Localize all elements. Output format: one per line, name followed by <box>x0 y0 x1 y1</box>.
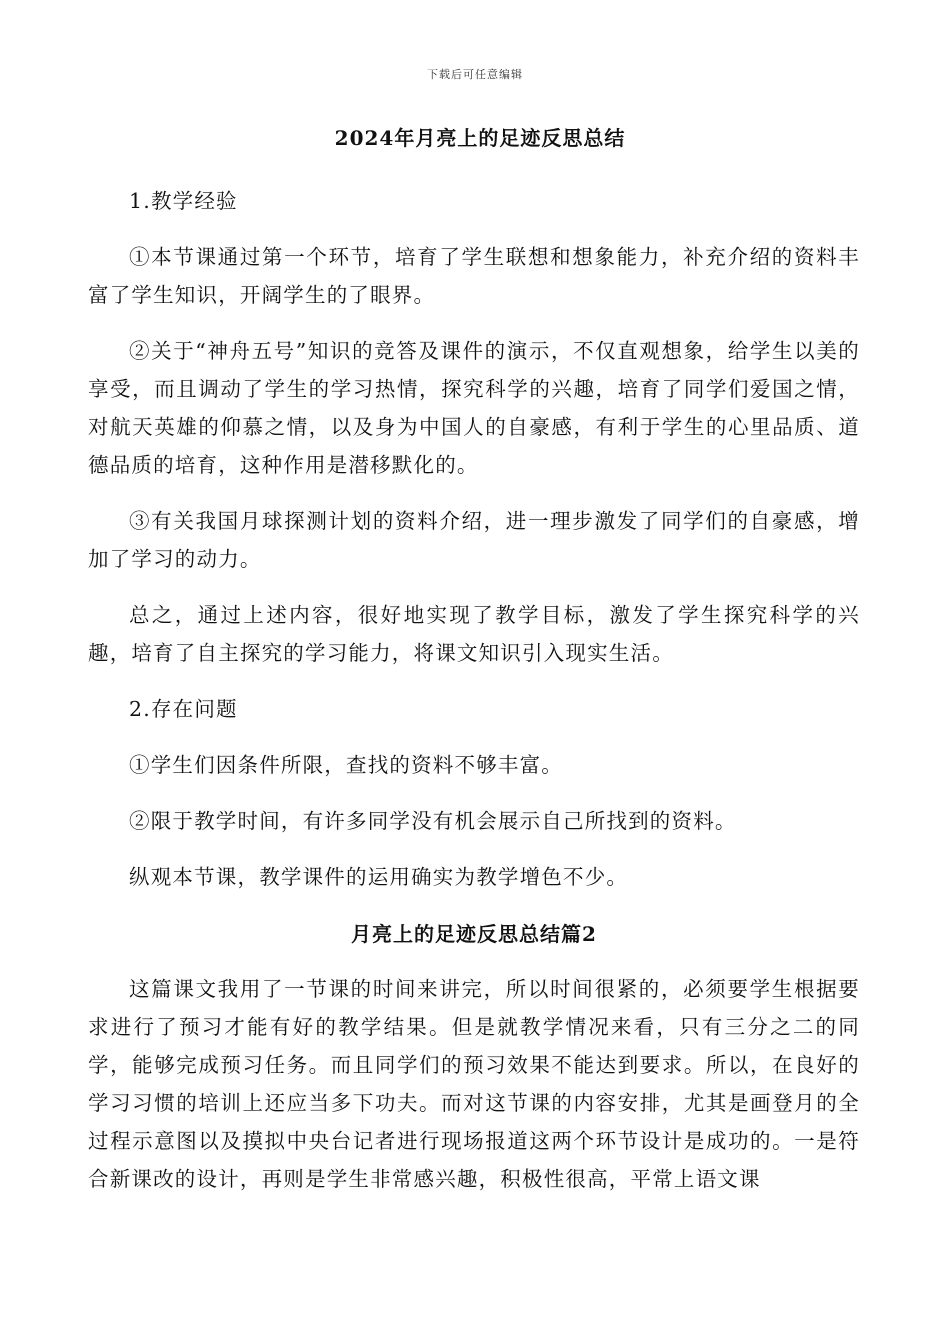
paragraph-summary: 总之，通过上述内容，很好地实现了教学目标，激发了学生探究科学的兴趣，培育了自主探究的学习能力，将课文知识引入现实生活。 <box>88 603 860 665</box>
document-body <box>88 118 860 1198</box>
paragraph-problem-2: ②限于教学时间，有许多同学没有机会展示自己所找到的资料。 <box>129 809 737 833</box>
paragraph-conclusion: 纵观本节课，教学课件的运用确实为教学增色不少。 <box>129 865 629 889</box>
header-note: 下载后可任意编辑 <box>427 68 523 81</box>
section-heading-experience: 1.教学经验 <box>129 189 238 213</box>
paragraph-point-2: ②关于“神舟五号”知识的竞答及课件的演示，不仅直观想象，给学生以美的享受，而且调动了学生的学习热情，探究科学的兴趣，培育了同学们爱国之情，对航天英雄的仰慕之情，以及身为中国人的自豪感，有利于学生的心里品质、道德品质的培育，这种作用是潜移默化的。 <box>88 339 860 477</box>
paragraph-problem-1: ①学生们因条件所限，查找的资料不够丰富。 <box>129 753 563 777</box>
paragraph-point-3: ③有关我国月球探测计划的资料介绍，进一理步激发了同学们的自豪感，增加了学习的动力。 <box>88 509 860 571</box>
section-heading-problems: 2.存在问题 <box>129 697 238 721</box>
document-title: 2024年月亮上的足迹反思总结 <box>334 126 626 150</box>
paragraph-part-2: 这篇课文我用了一节课的时间来讲完，所以时间很紧的，必须要学生根据要求进行了预习才能有好的教学结果。但是就教学情况来看，只有三分之二的同学，能够完成预习任务。而且同学们的预习效果不能达到要求。所以，在良好的学习习惯的培训上还应当多下功夫。而对这节课的内容安排，尤其是画登月的全过程示意图以及摸拟中央台记者进行现场报道这两个环节设计是成功的。一是符合新课改的设计，再则是学生非常感兴趣，积极性很高，平常上语文课 <box>88 977 860 1191</box>
section-title-part-2: 月亮上的足迹反思总结篇2 <box>351 922 597 946</box>
paragraph-point-1: ①本节课通过第一个环节，培育了学生联想和想象能力，补充介绍的资料丰富了学生知识，开阔学生的了眼界。 <box>88 245 860 307</box>
